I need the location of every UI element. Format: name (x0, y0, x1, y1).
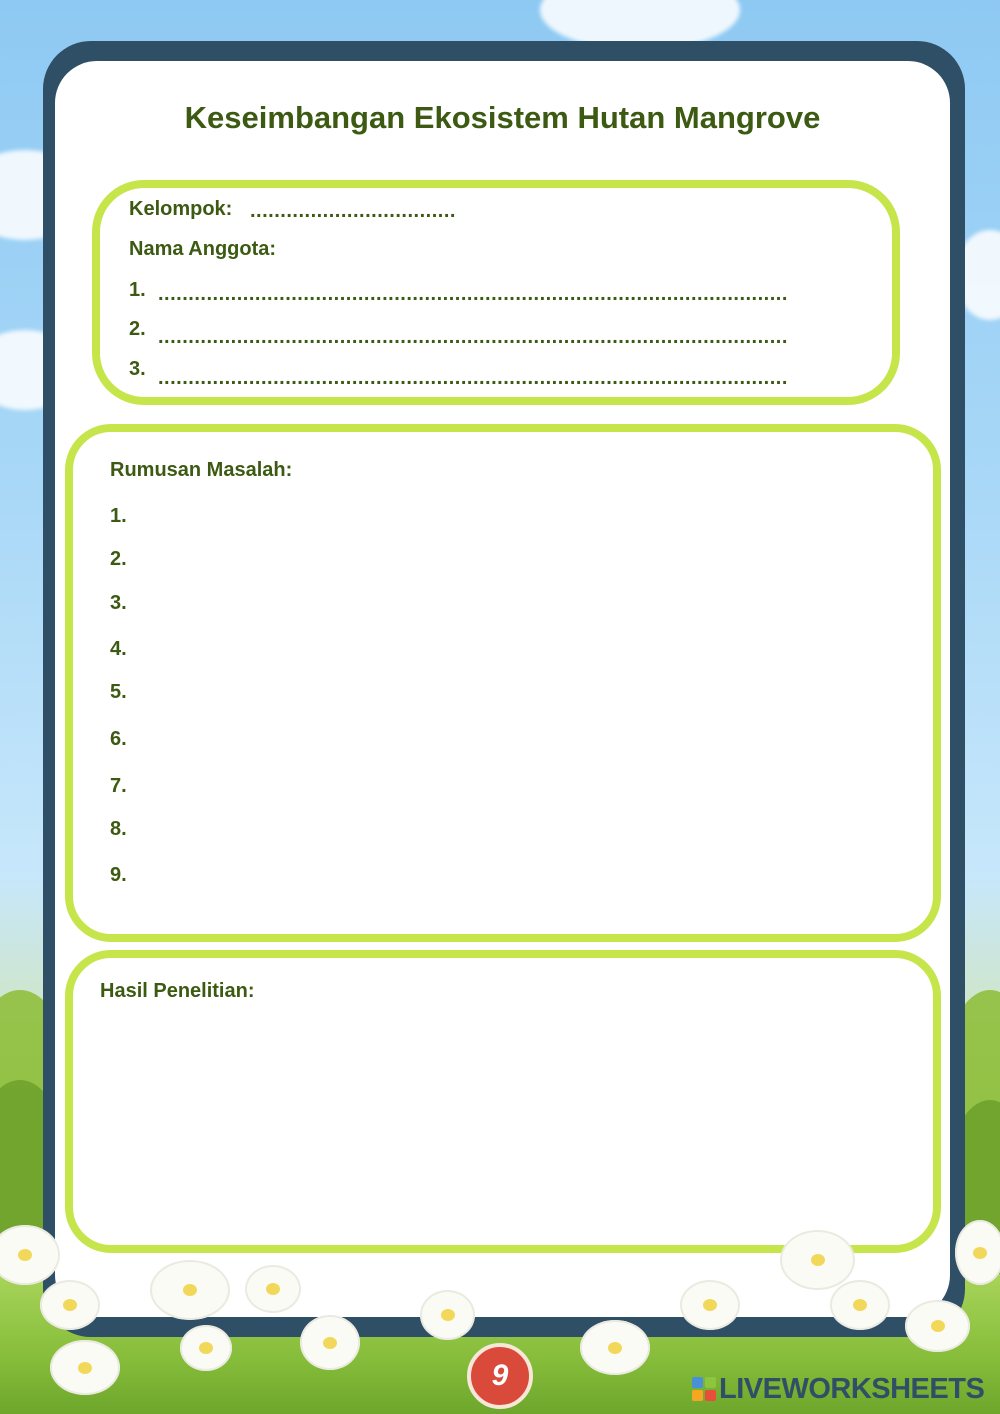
daisy-decoration (180, 1325, 232, 1371)
member-number: 2. (129, 318, 146, 340)
daisy-decoration (150, 1260, 230, 1320)
member-number: 3. (129, 358, 146, 380)
member-name-field[interactable]: ........................................................................................................ (158, 367, 788, 389)
daisy-decoration (905, 1300, 970, 1352)
daisy-decoration (300, 1315, 360, 1370)
daisy-decoration (245, 1265, 301, 1313)
rumusan-item-number: 7. (110, 775, 127, 797)
rumusan-item-number: 1. (110, 505, 127, 527)
rumusan-item-number: 5. (110, 681, 127, 703)
rumusan-item-number: 4. (110, 638, 127, 660)
daisy-decoration (830, 1280, 890, 1330)
daisy-decoration (680, 1280, 740, 1330)
members-label: Nama Anggota: (129, 238, 277, 260)
daisy-decoration (580, 1320, 650, 1375)
rumusan-heading: Rumusan Masalah: (110, 459, 293, 481)
daisy-decoration (420, 1290, 475, 1340)
liveworksheets-logo-icon (692, 1377, 716, 1401)
rumusan-item-number: 8. (110, 818, 127, 840)
rumusan-item-number: 2. (110, 548, 127, 570)
hasil-heading: Hasil Penelitian: (100, 980, 255, 1002)
member-number: 1. (129, 279, 146, 301)
daisy-decoration (40, 1280, 100, 1330)
rumusan-item-number: 9. (110, 864, 127, 886)
brand-name: LIVEWORKSHEETS (719, 1372, 985, 1405)
group-name-field[interactable]: .................................. (250, 200, 456, 222)
daisy-decoration (955, 1220, 1000, 1285)
daisy-decoration (780, 1230, 855, 1290)
rumusan-item-number: 3. (110, 592, 127, 614)
daisy-decoration (50, 1340, 120, 1395)
rumusan-masalah-box (65, 424, 941, 942)
group-label: Kelompok: (129, 198, 233, 220)
member-name-field[interactable]: ........................................................................................................ (158, 283, 788, 305)
page-title: Keseimbangan Ekosistem Hutan Mangrove (184, 100, 821, 135)
page-number-badge: 9 (467, 1343, 533, 1409)
rumusan-item-number: 6. (110, 728, 127, 750)
liveworksheets-brand (692, 1372, 984, 1406)
member-name-field[interactable]: ........................................................................................................ (158, 326, 788, 348)
